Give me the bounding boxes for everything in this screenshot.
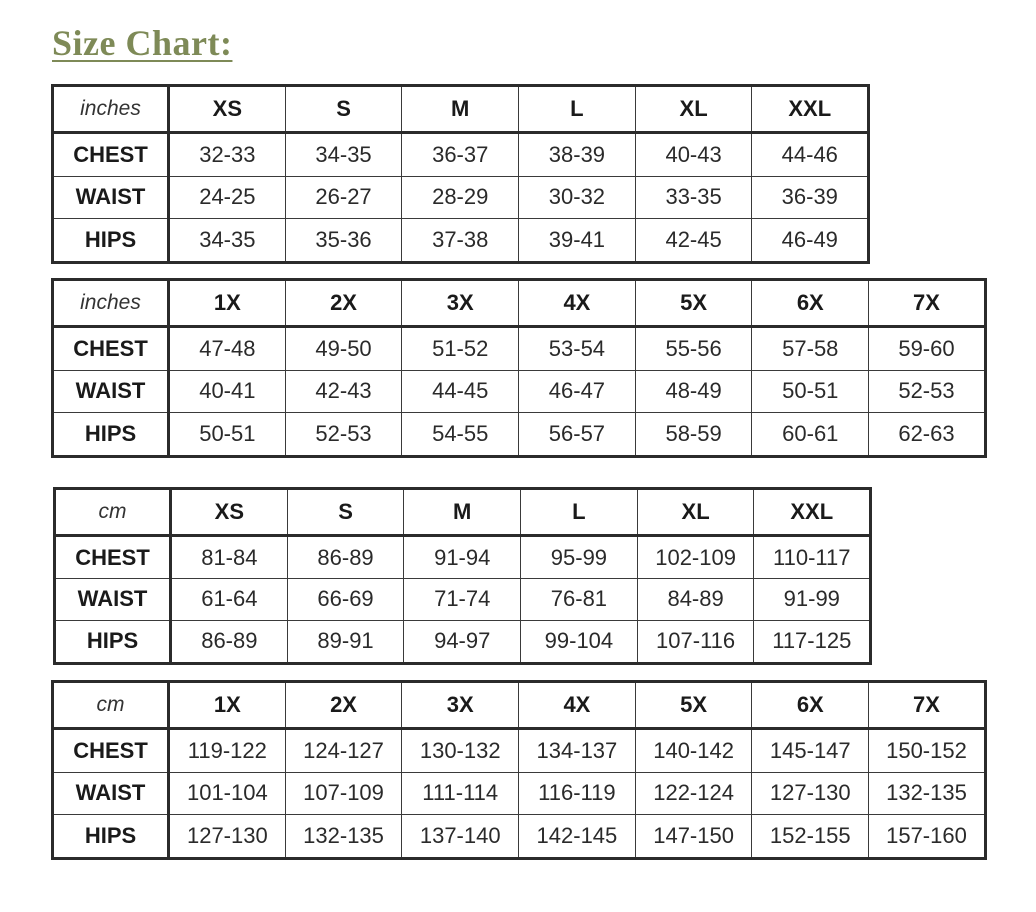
size-header: M: [404, 489, 521, 536]
measurement-cell: 47-48: [169, 327, 286, 371]
measurement-cell: 28-29: [402, 176, 519, 218]
measurement-cell: 132-135: [869, 772, 986, 814]
size-header: 5X: [635, 682, 752, 729]
measurement-cell: 44-46: [752, 133, 869, 177]
measurement-cell: 52-53: [285, 413, 402, 457]
size-table-inches-plus: [51, 278, 987, 458]
size-header: L: [521, 489, 638, 536]
measurement-cell: 42-45: [635, 219, 752, 263]
measurement-cell: 35-36: [285, 219, 402, 263]
measurement-cell: 36-39: [752, 176, 869, 218]
unit-label: inches: [53, 86, 169, 133]
measurement-cell: 39-41: [519, 219, 636, 263]
size-table-cm-plus: [51, 680, 987, 860]
measurement-cell: 145-147: [752, 729, 869, 773]
measurement-cell: 76-81: [521, 579, 638, 621]
table-row: [53, 133, 869, 177]
measurement-cell: 62-63: [869, 413, 986, 457]
table-row: [53, 219, 869, 263]
row-label: CHEST: [53, 729, 169, 773]
size-table-cm-regular: [53, 487, 872, 665]
measurement-cell: 57-58: [752, 327, 869, 371]
measurement-cell: 119-122: [169, 729, 286, 773]
measurement-cell: 54-55: [402, 413, 519, 457]
measurement-cell: 50-51: [752, 370, 869, 412]
measurement-cell: 34-35: [285, 133, 402, 177]
size-header: XS: [169, 86, 286, 133]
measurement-cell: 48-49: [635, 370, 752, 412]
size-header: XXL: [754, 489, 871, 536]
table-row: [53, 370, 986, 412]
measurement-cell: 53-54: [519, 327, 636, 371]
measurement-cell: 66-69: [287, 579, 404, 621]
table-row: [53, 729, 986, 773]
measurement-cell: 107-109: [285, 772, 402, 814]
measurement-cell: 152-155: [752, 815, 869, 859]
size-header: XS: [171, 489, 288, 536]
size-header: 1X: [169, 280, 286, 327]
measurement-cell: 60-61: [752, 413, 869, 457]
size-header: XL: [637, 489, 754, 536]
size-table-inches-regular: [51, 84, 870, 264]
row-label: WAIST: [53, 772, 169, 814]
size-header: 2X: [285, 280, 402, 327]
row-label: HIPS: [53, 815, 169, 859]
size-header: 7X: [869, 682, 986, 729]
measurement-cell: 147-150: [635, 815, 752, 859]
measurement-cell: 30-32: [519, 176, 636, 218]
measurement-cell: 34-35: [169, 219, 286, 263]
size-header: 3X: [402, 280, 519, 327]
table-row: [55, 536, 871, 579]
measurement-cell: 59-60: [869, 327, 986, 371]
measurement-cell: 137-140: [402, 815, 519, 859]
measurement-cell: 40-41: [169, 370, 286, 412]
table-row: [53, 176, 869, 218]
measurement-cell: 36-37: [402, 133, 519, 177]
row-label: HIPS: [53, 219, 169, 263]
measurement-cell: 49-50: [285, 327, 402, 371]
size-header: M: [402, 86, 519, 133]
size-header: 4X: [519, 682, 636, 729]
measurement-cell: 61-64: [171, 579, 288, 621]
measurement-cell: 86-89: [287, 536, 404, 579]
table-row: [53, 815, 986, 859]
measurement-cell: 84-89: [637, 579, 754, 621]
measurement-cell: 116-119: [519, 772, 636, 814]
measurement-cell: 91-99: [754, 579, 871, 621]
size-header: 6X: [752, 280, 869, 327]
measurement-cell: 94-97: [404, 620, 521, 663]
measurement-cell: 91-94: [404, 536, 521, 579]
measurement-cell: 37-38: [402, 219, 519, 263]
size-header: 7X: [869, 280, 986, 327]
row-label: CHEST: [53, 133, 169, 177]
size-header: 4X: [519, 280, 636, 327]
measurement-cell: 127-130: [752, 772, 869, 814]
size-header: 2X: [285, 682, 402, 729]
measurement-cell: 56-57: [519, 413, 636, 457]
table-row: [53, 413, 986, 457]
measurement-cell: 24-25: [169, 176, 286, 218]
row-label: WAIST: [53, 370, 169, 412]
unit-label: cm: [55, 489, 171, 536]
page-title: Size Chart:: [52, 23, 233, 63]
size-header: 3X: [402, 682, 519, 729]
row-label: WAIST: [55, 579, 171, 621]
measurement-cell: 52-53: [869, 370, 986, 412]
measurement-cell: 71-74: [404, 579, 521, 621]
measurement-cell: 40-43: [635, 133, 752, 177]
measurement-cell: 86-89: [171, 620, 288, 663]
measurement-cell: 46-49: [752, 219, 869, 263]
measurement-cell: 157-160: [869, 815, 986, 859]
measurement-cell: 58-59: [635, 413, 752, 457]
table-row: [53, 327, 986, 371]
measurement-cell: 44-45: [402, 370, 519, 412]
measurement-cell: 150-152: [869, 729, 986, 773]
table-row: [55, 579, 871, 621]
measurement-cell: 142-145: [519, 815, 636, 859]
unit-label: cm: [53, 682, 169, 729]
size-header: S: [287, 489, 404, 536]
measurement-cell: 81-84: [171, 536, 288, 579]
measurement-cell: 101-104: [169, 772, 286, 814]
measurement-cell: 33-35: [635, 176, 752, 218]
size-header: 5X: [635, 280, 752, 327]
measurement-cell: 42-43: [285, 370, 402, 412]
measurement-cell: 122-124: [635, 772, 752, 814]
size-header: L: [519, 86, 636, 133]
measurement-cell: 50-51: [169, 413, 286, 457]
measurement-cell: 110-117: [754, 536, 871, 579]
measurement-cell: 127-130: [169, 815, 286, 859]
size-header: 6X: [752, 682, 869, 729]
measurement-cell: 102-109: [637, 536, 754, 579]
measurement-cell: 46-47: [519, 370, 636, 412]
size-header: XL: [635, 86, 752, 133]
row-label: CHEST: [55, 536, 171, 579]
measurement-cell: 107-116: [637, 620, 754, 663]
row-label: WAIST: [53, 176, 169, 218]
table-row: [55, 620, 871, 663]
measurement-cell: 99-104: [521, 620, 638, 663]
measurement-cell: 140-142: [635, 729, 752, 773]
table-row: [53, 772, 986, 814]
measurement-cell: 111-114: [402, 772, 519, 814]
measurement-cell: 95-99: [521, 536, 638, 579]
size-header: XXL: [752, 86, 869, 133]
measurement-cell: 132-135: [285, 815, 402, 859]
measurement-cell: 130-132: [402, 729, 519, 773]
measurement-cell: 32-33: [169, 133, 286, 177]
measurement-cell: 51-52: [402, 327, 519, 371]
row-label: HIPS: [55, 620, 171, 663]
measurement-cell: 124-127: [285, 729, 402, 773]
measurement-cell: 55-56: [635, 327, 752, 371]
row-label: HIPS: [53, 413, 169, 457]
measurement-cell: 89-91: [287, 620, 404, 663]
row-label: CHEST: [53, 327, 169, 371]
size-header: 1X: [169, 682, 286, 729]
measurement-cell: 117-125: [754, 620, 871, 663]
unit-label: inches: [53, 280, 169, 327]
measurement-cell: 38-39: [519, 133, 636, 177]
measurement-cell: 26-27: [285, 176, 402, 218]
measurement-cell: 134-137: [519, 729, 636, 773]
size-header: S: [285, 86, 402, 133]
